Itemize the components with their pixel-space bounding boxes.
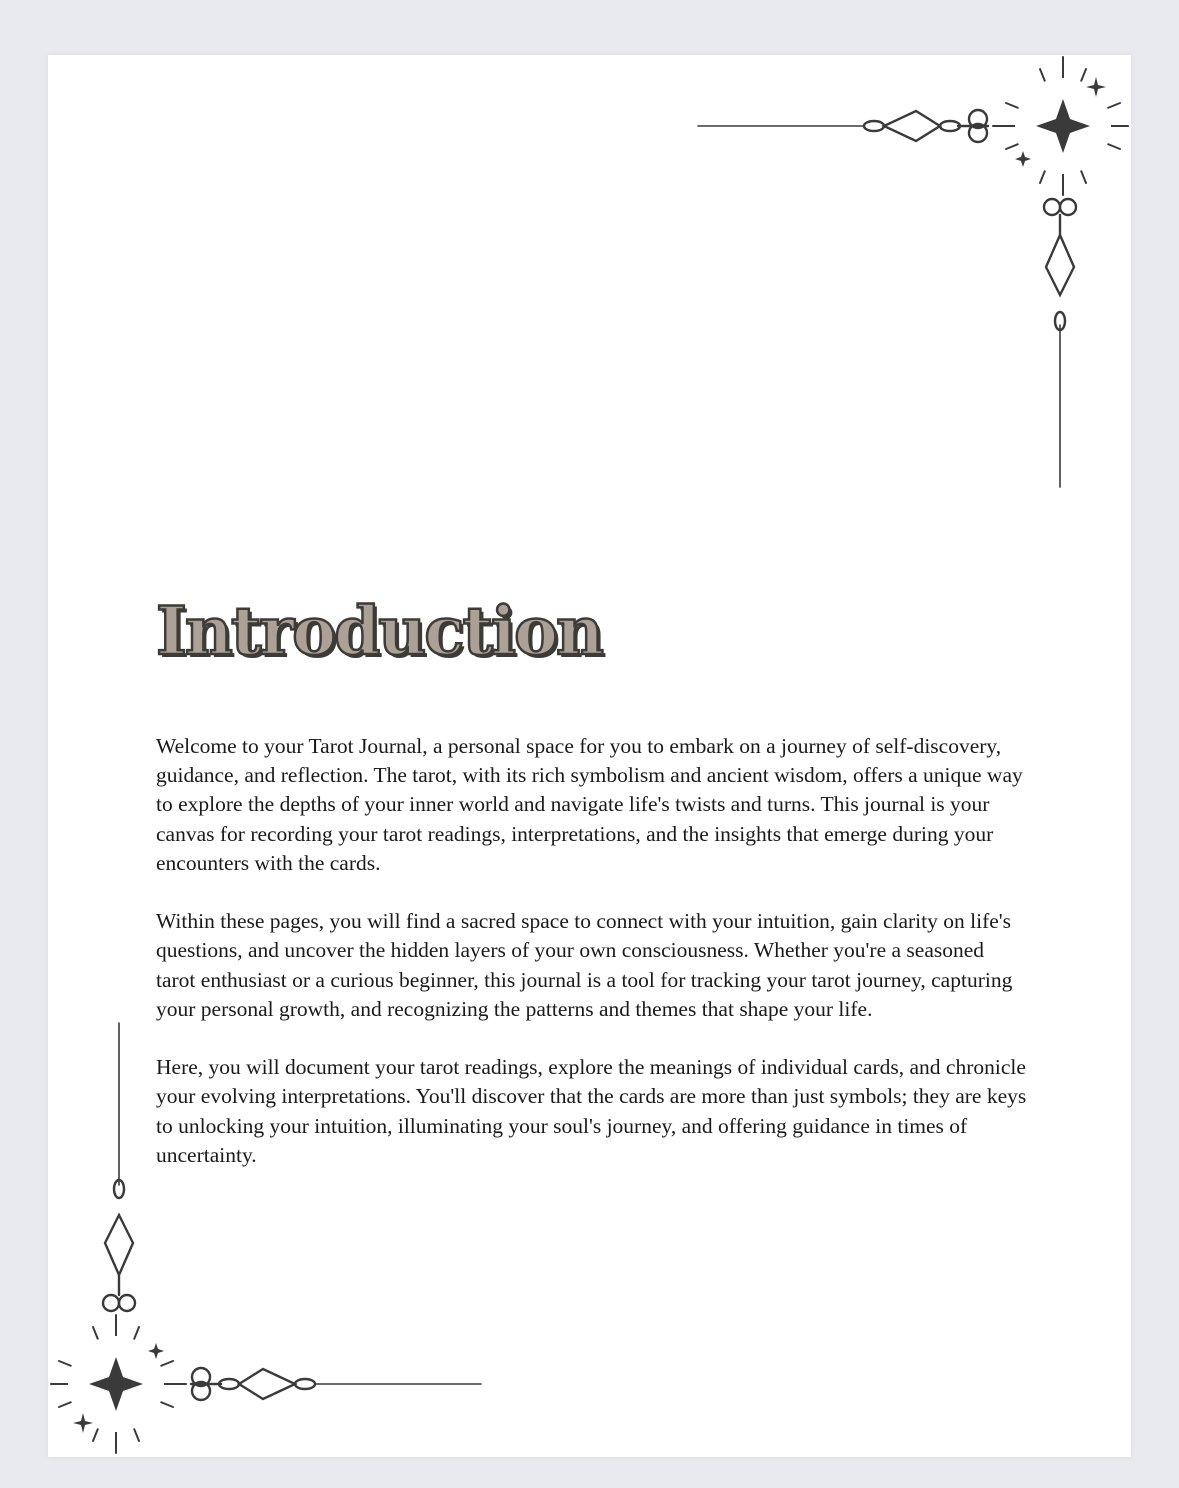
intro-paragraph-3: Here, you will document your tarot readings, explore the meanings of individual cards, and chronicle your evolving interpretations. You'll discover that the cards are more than just symbols; they are keys to unlocking your intuition, illuminating your soul's journey, and offering guidance in times of uncertainty.	[156, 1055, 1027, 1167]
intro-paragraph-2: Within these pages, you will find a sacred space to connect with your intuition, gain clarity on life's questions, and uncover the hidden layers of your own consciousness. Whether you're a seasoned tarot enthusiast or a curious beginner, this journal is a tool for tracking your tarot journey, capturing your personal growth, and recognizing the patterns and themes that shape your life.	[156, 909, 1013, 1021]
intro-body	[156, 732, 1028, 1199]
top-right-corner-ornament	[688, 55, 1131, 495]
journal-page	[48, 55, 1131, 1457]
page-title: Introduction	[156, 592, 603, 670]
intro-paragraph-1: Welcome to your Tarot Journal, a personal space for you to embark on a journey of self-discovery, guidance, and reflection. The tarot, with its rich symbolism and ancient wisdom, offers a unique way to explore the depths of your inner world and navigate life's twists and turns. This journal is your canvas for recording your tarot readings, interpretations, and the insights that emerge during your encounters with the cards.	[156, 734, 1023, 875]
